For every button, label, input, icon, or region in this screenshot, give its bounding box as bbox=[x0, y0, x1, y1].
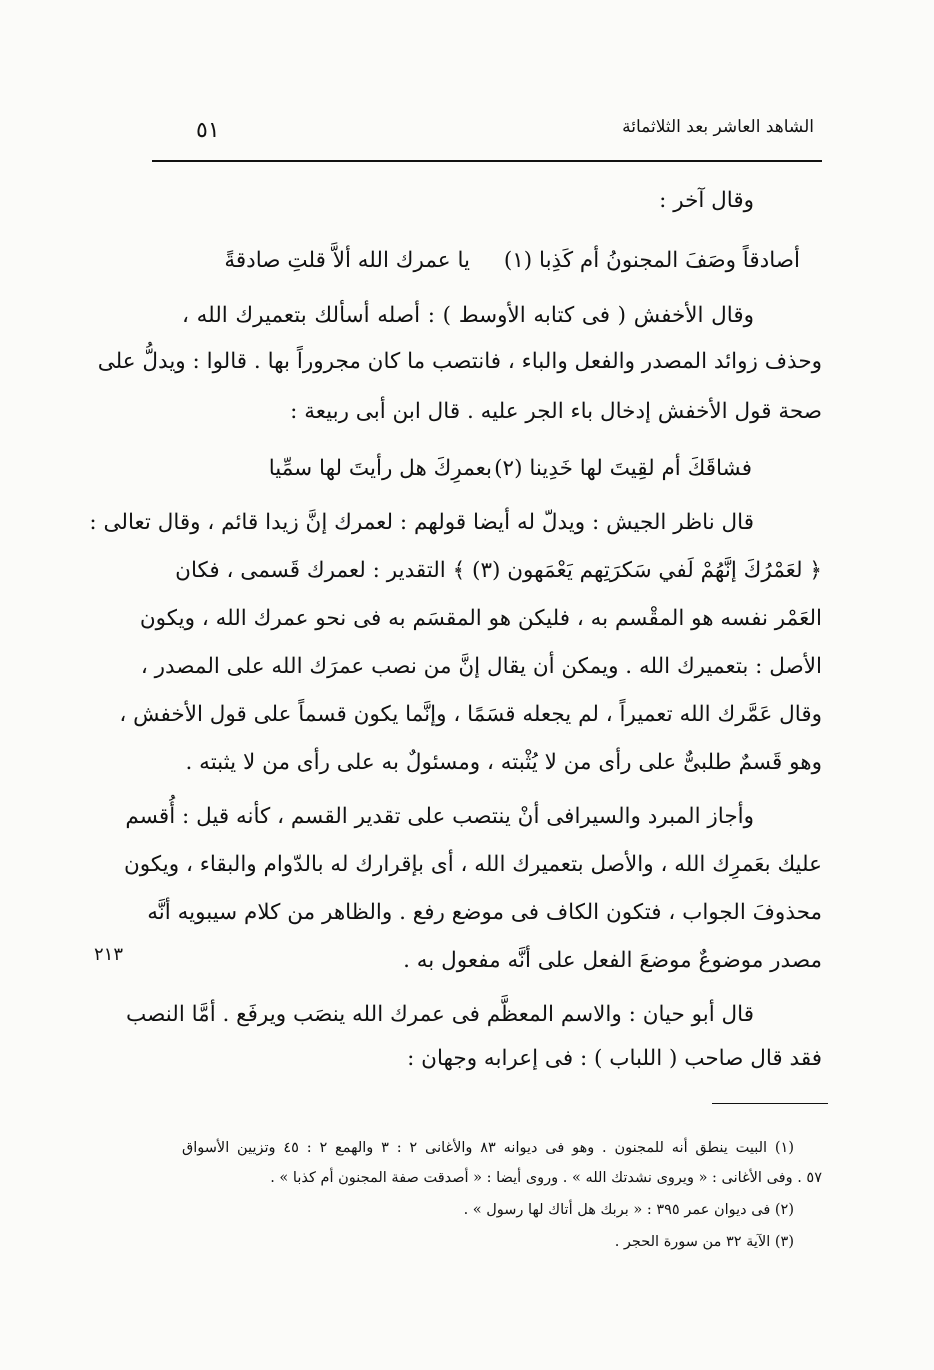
page-number: ٥١ bbox=[196, 118, 220, 143]
para3-line: عليك بعَمرِك الله ، والأصل بتعميرك الله ، أى بإقرارك له بالدّوام والبقاء ، ويكون bbox=[124, 852, 822, 877]
footnote-line: (٢) فى ديوان عمر ٣٩٥ : « بربك هل أتاك لها رسول » . bbox=[463, 1202, 794, 1218]
para1-line: وقال الأخفش ( فى كتابه الأوسط ) : أصله أسألك بتعميرك الله ، bbox=[182, 303, 754, 328]
footnote-line: (١) البيت ينطق أنه للمجنون . وهو فى ديوانه ٨٣ والأغانى ٢ : ٣ والهمع ٢ : ٤٥ وتزيين الأسواق bbox=[182, 1140, 794, 1156]
para1-line: وحذف زوائد المصدر والفعل والباء ، فانتصب ما كان مجروراً بها . قالوا : ويدلُّ على bbox=[97, 349, 822, 374]
para2-line: ﴿ لعَمْرُكَ إنَّهُمْ لَفي سَكرَتِهم يَعْمَهون (٣) ﴾ التقدير : لعمرك قَسمى ، فكان bbox=[175, 558, 822, 583]
para3-line: وأجاز المبرد والسيرافى أنْ ينتصب على تقدير القسم ، كأنه قيل : أُقسم bbox=[125, 804, 754, 829]
margin-page-number: ٢١٣ bbox=[94, 944, 124, 965]
para2-line: قال ناظر الجيش : ويدلّ له أيضا قولهم : لعمرك إنَّ زيدا قائم ، وقال تعالى : bbox=[89, 510, 754, 535]
para2-line: الأصل : بتعميرك الله . ويمكن أن يقال إنَّ من نصب عمرَك الله على المصدر ، bbox=[140, 654, 822, 679]
para1-line: صحة قول الأخفش إدخال باء الجر عليه . قال ابن أبى ربيعة : bbox=[290, 399, 822, 424]
verse1-hemistich2: أصادقاً وصَفَ المجنونُ أم كَذِبا (١) bbox=[503, 248, 800, 273]
verse2-hemistich1: بعمرِكَ هل رأيتَ لها سمِّيا bbox=[268, 456, 492, 481]
running-header-title: الشاهد العاشر بعد الثلاثمائة bbox=[622, 117, 814, 137]
para3-line: مصدر موضوعٌ موضعَ الفعل على أنَّه مفعول به . bbox=[403, 948, 822, 973]
para2-line: العَمْر نفسه هو المقْسم به ، فليكن هو المقسَم به فى نحو عمرك الله ، ويكون bbox=[139, 606, 822, 631]
footnote-line: ٥٧ . وفى الأغانى : « ويروى نشدتك الله » . وروى أيضا : « أصدقت صفة المجنون أم كذبا » . bbox=[270, 1170, 822, 1186]
para4-line: قال أبو حيان : والاسم المعظَّم فى عمرك الله ينصَب ويرفَع . أمَّا النصب bbox=[126, 1002, 754, 1027]
verse1-hemistich1: يا عمرك الله ألاَّ قلتِ صادقةً bbox=[224, 248, 470, 273]
para3-line: محذوفَ الجواب ، فتكون الكاف فى موضع رفع . والظاهر من كلام سيبويه أنَّه bbox=[147, 900, 822, 925]
header-rule bbox=[152, 160, 822, 162]
footnote-line: (٣) الآية ٣٢ من سورة الحجر . bbox=[614, 1234, 794, 1250]
para2-line: وهو قَسمٌ طلبىٌّ على رأى من لا يُثْبته ، ومسئولٌ به على رأى من لا يثبته . bbox=[185, 750, 822, 775]
para2-line: وقال عَمَّرك الله تعميراً ، لم يجعله قسَمًا ، وإنَّما يكون قسماً على قول الأخفش ، bbox=[119, 702, 822, 727]
para4-line: فقد قال صاحب ( اللباب ) : فى إعرابه وجهان : bbox=[407, 1046, 822, 1071]
verse2-hemistich2: فشاقَكَ أم لقِيتَ لها خَدِينا (٢) bbox=[494, 456, 752, 481]
intro-line: وقال آخر : bbox=[659, 188, 754, 213]
footnote-rule bbox=[712, 1103, 828, 1104]
